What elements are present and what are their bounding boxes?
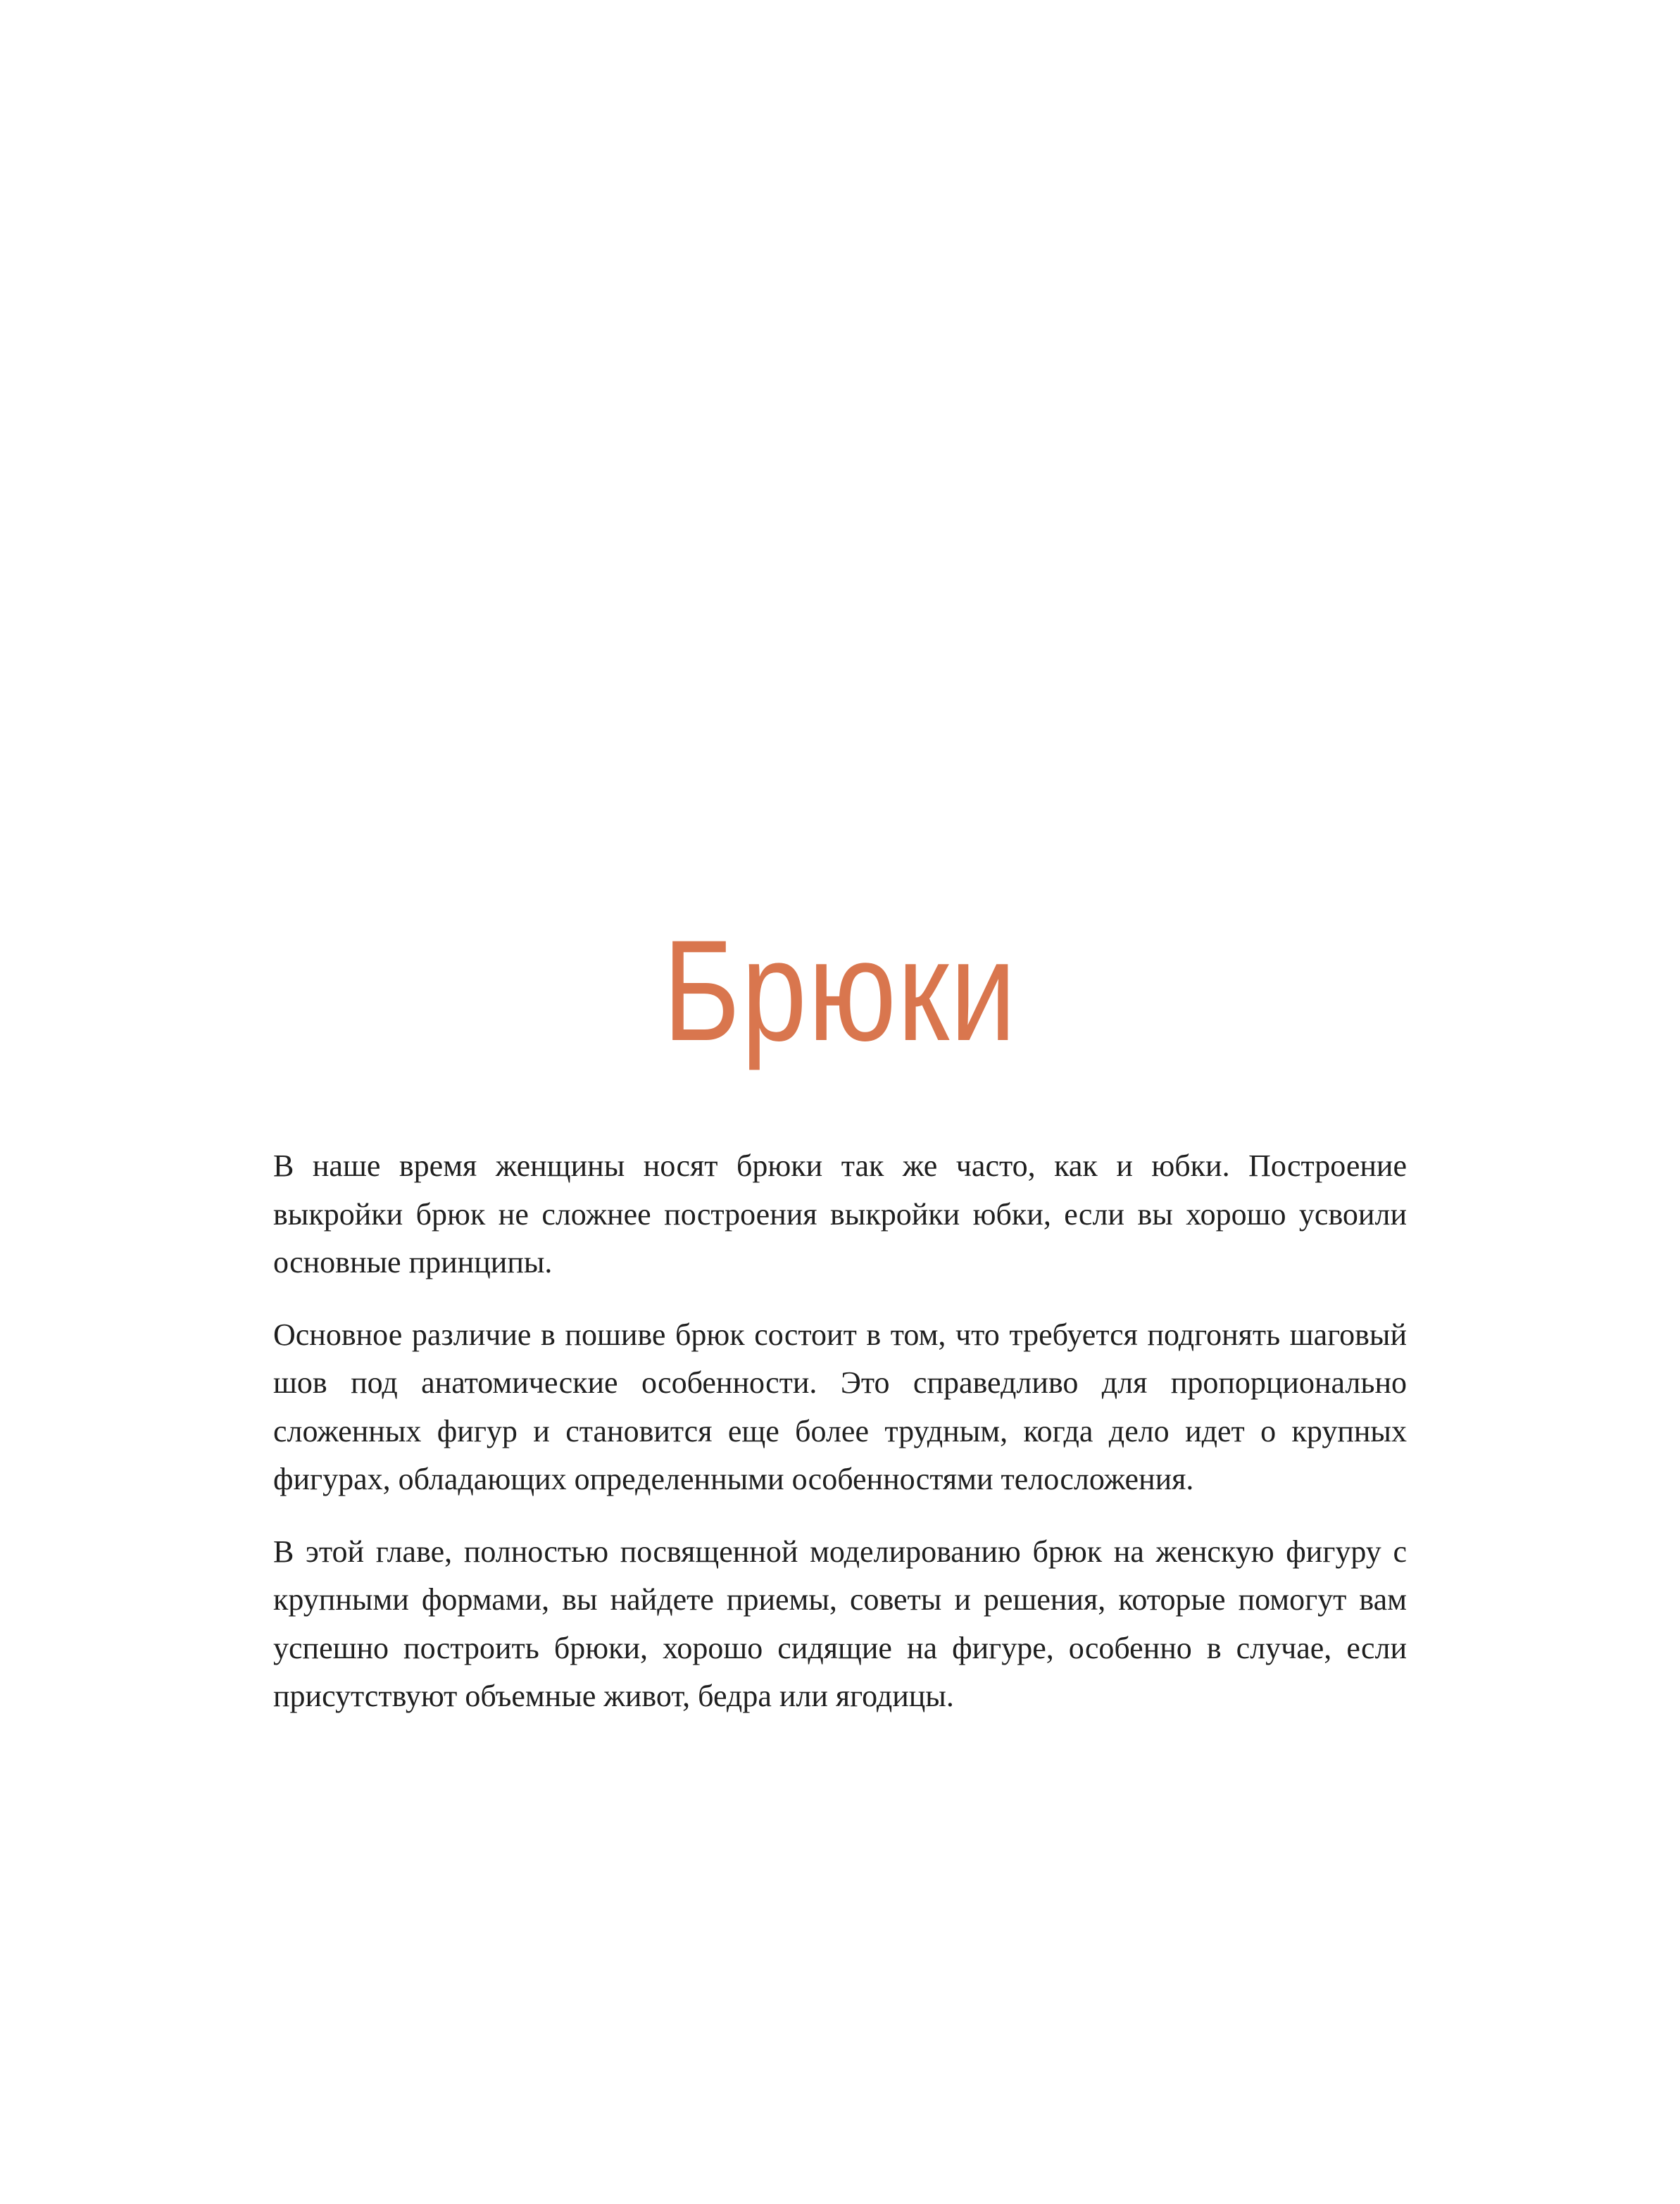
intro-paragraph-2: Основное различие в пошиве брюк состоит в том, что требуется подгонять шаговый шов под анатомические особенности. Это справедливо для пропорционально сложенных фигур и становится еще более трудным, когда дело идет о крупных фигурах, обладающих определенными особенностями телосложения.	[273, 1317, 1407, 1496]
chapter-title: Брюки	[663, 910, 1017, 1071]
chapter-intro	[273, 1142, 1407, 1745]
intro-paragraph-3: В этой главе, полностью посвященной моделированию брюк на женскую фигуру с крупными формами, вы найдете приемы, советы и решения, которые помогут вам успешно построить брюки, хорошо сидящие на фигуре, особенно в случае, если присутствуют объемные живот, бедра или ягодицы.	[273, 1534, 1407, 1713]
intro-paragraph-1: В наше время женщины носят брюки так же часто, как и юбки. Построение выкройки брюк не сложнее построения выкройки юбки, если вы хорошо усвоили основные принципы.	[273, 1148, 1407, 1279]
